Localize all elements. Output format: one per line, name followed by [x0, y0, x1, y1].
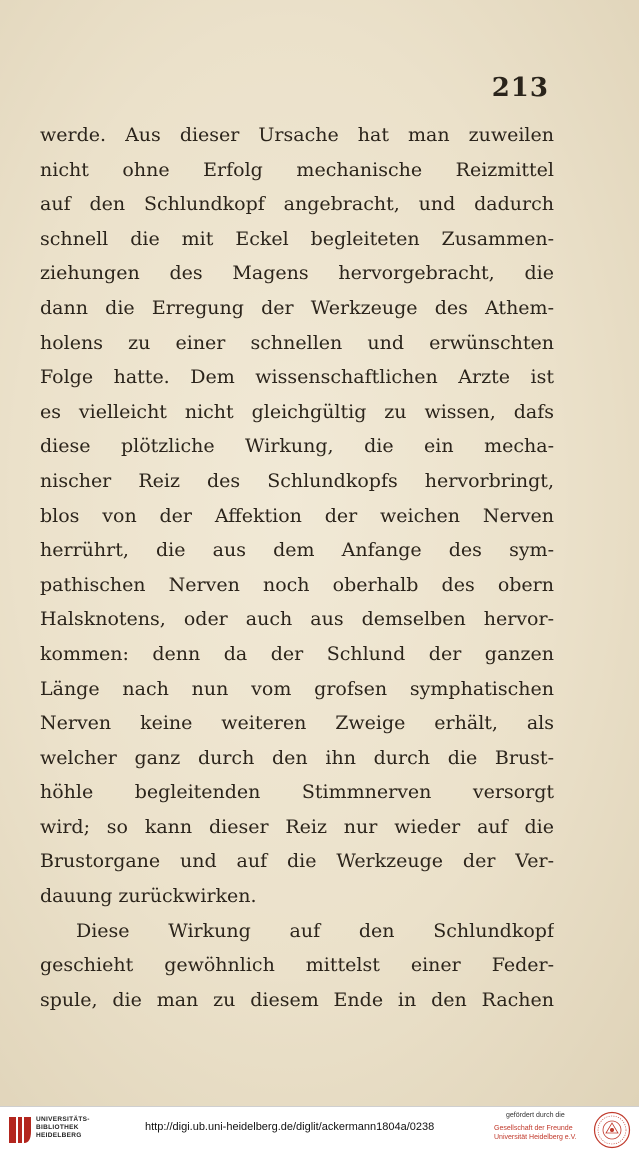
viewer-footer	[0, 1106, 639, 1152]
text-line: spule, die man zu diesem Ende in den Rachen	[40, 988, 554, 1011]
text-line: welcher ganz durch den ihn durch die Brust-	[40, 746, 554, 769]
sponsor-intro: gefördert durch die	[506, 1112, 565, 1119]
body-text	[40, 118, 554, 1017]
text-line: dauung zurückwirken.	[40, 885, 257, 908]
text-line: dann die Erregung der Werkzeuge des Athem-	[40, 296, 554, 319]
text-line: kommen: denn da der Schlund der ganzen	[40, 642, 554, 665]
text-line: nischer Reiz des Schlundkopfs hervorbringt,	[40, 469, 554, 492]
text-line: Brustorgane und auf die Werkzeuge der Ver-	[40, 850, 554, 873]
text-line: geschieht gewöhnlich mittelst einer Feder-	[40, 954, 554, 977]
text-line: schnell die mit Eckel begleiteten Zusammen-	[40, 227, 554, 250]
library-name-line: UNIVERSITÄTS-	[36, 1116, 90, 1123]
text-line: auf den Schlundkopf angebracht, und dadurch	[40, 193, 554, 216]
text-line: Folge hatte. Dem wissenschaftlichen Arzte ist	[40, 366, 554, 389]
text-line: ziehungen des Magens hervorgebracht, die	[40, 262, 554, 285]
text-line: Länge nach nun vom grofsen symphatischen	[40, 677, 554, 700]
library-name-line: HEIDELBERG	[36, 1132, 82, 1139]
university-seal-icon	[593, 1111, 631, 1149]
text-line: blos von der Affektion der weichen Nerven	[40, 504, 554, 527]
text-line: Diese Wirkung auf den Schlundkopf	[76, 919, 554, 942]
sponsor-name-line: Gesellschaft der Freunde	[494, 1125, 573, 1132]
text-line: werde. Aus dieser Ursache hat man zuweilen	[40, 124, 554, 146]
text-line: herrührt, die aus dem Anfange des sym-	[40, 539, 554, 562]
library-name	[36, 1116, 90, 1140]
permalink-url[interactable]: http://digi.ub.uni-heidelberg.de/diglit/ackermann1804a/0238	[145, 1121, 435, 1133]
text-line: diese plötzliche Wirkung, die ein mecha-	[40, 435, 554, 458]
text-line: Nerven keine weiteren Zweige erhält, als	[40, 712, 554, 735]
text-line: holens zu einer schnellen und erwünschten	[40, 331, 554, 354]
text-line: höhle begleitenden Stimmnerven versorgt	[40, 781, 554, 804]
text-line: Halsknotens, oder auch aus demselben hervor-	[40, 608, 554, 631]
library-name-line: BIBLIOTHEK	[36, 1124, 79, 1131]
text-line: nicht ohne Erfolg mechanische Reizmittel	[40, 158, 554, 181]
sponsor-name	[494, 1124, 577, 1142]
text-line: pathischen Nerven noch oberhalb des obern	[40, 573, 554, 596]
text-line: wird; so kann dieser Reiz nur wieder auf die	[40, 815, 554, 838]
sponsor-name-line: Universität Heidelberg e.V.	[494, 1134, 577, 1141]
text-line: es vielleicht nicht gleichgültig zu wissen, dafs	[40, 400, 554, 423]
page-number: 213	[491, 73, 549, 103]
library-logo-icon	[8, 1115, 32, 1145]
